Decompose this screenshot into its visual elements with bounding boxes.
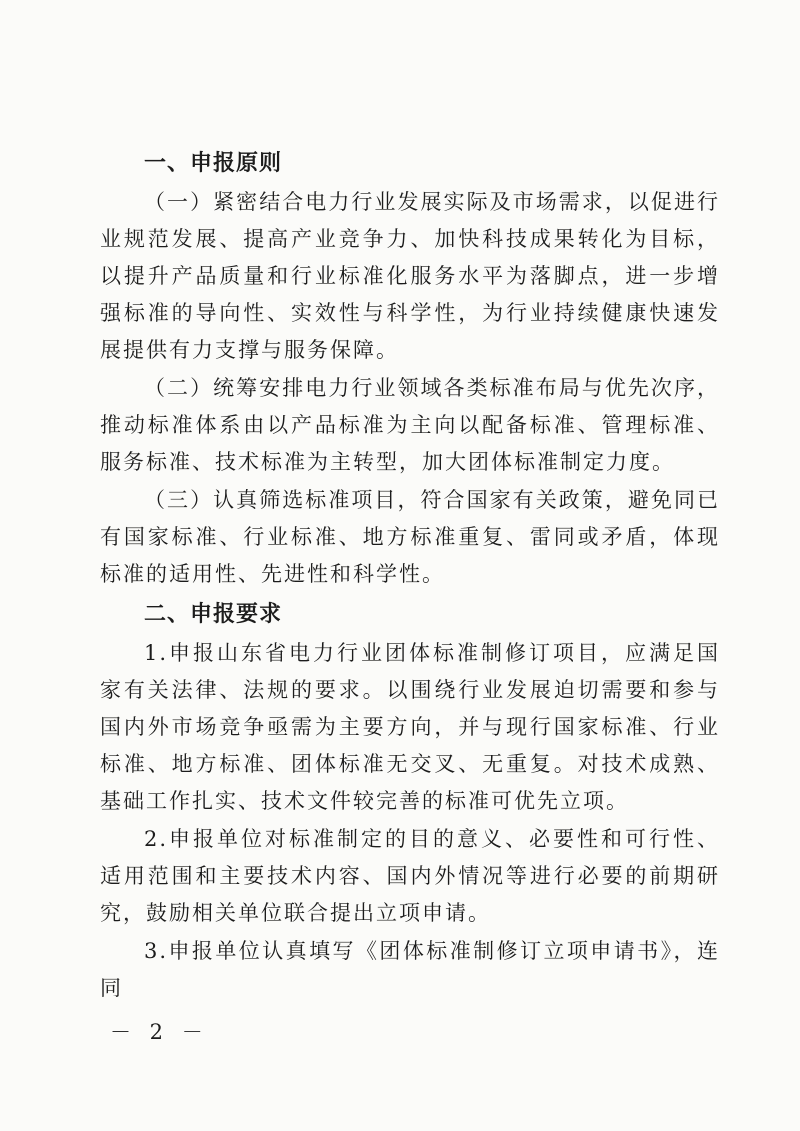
paragraph: 3.申报单位认真填写《团体标准制修订立项申请书》，连同: [100, 939, 720, 1000]
section-heading-requirements: 二、申报要求: [144, 602, 283, 627]
document-body: [100, 140, 720, 1008]
paragraph: 1.申报山东省电力行业团体标准制修订项目，应满足国家有关法律、法规的要求。以围绕行业发展迫切需要和参与国内外市场竞争亟需为主要方向，并与现行国家标准、行业标准、地方标准、团体标准无交叉、无重复。对技术成熟、基础工作扎实、技术文件较完善的标准可优先立项。: [100, 641, 720, 813]
paragraph: （二）统筹安排电力行业领域各类标准布局与优先次序，推动标准体系由以产品标准为主向以配备标准、管理标准、服务标准、技术标准为主转型，加大团体标准制定力度。: [100, 376, 720, 474]
paragraph: 2.申报单位对标准制定的目的意义、必要性和可行性、适用范围和主要技术内容、国内外情况等进行必要的前期研究，鼓励相关单位联合提出立项申请。: [100, 827, 720, 925]
paragraph: （一）紧密结合电力行业发展实际及市场需求，以促进行业规范发展、提高产业竞争力、加快科技成果转化为目标，以提升产品质量和行业标准化服务水平为落脚点，进一步增强标准的导向性、实效性与科学性，为行业持续健康快速发展提供有力支撑与服务保障。: [100, 190, 720, 362]
page-number: － 2 －: [110, 1020, 209, 1044]
paragraph: （三）认真筛选标准项目，符合国家有关政策，避免同已有国家标准、行业标准、地方标准重复、雷同或矛盾，体现标准的适用性、先进性和科学性。: [100, 488, 720, 586]
section-heading-principles: 一、申报原则: [144, 151, 283, 176]
